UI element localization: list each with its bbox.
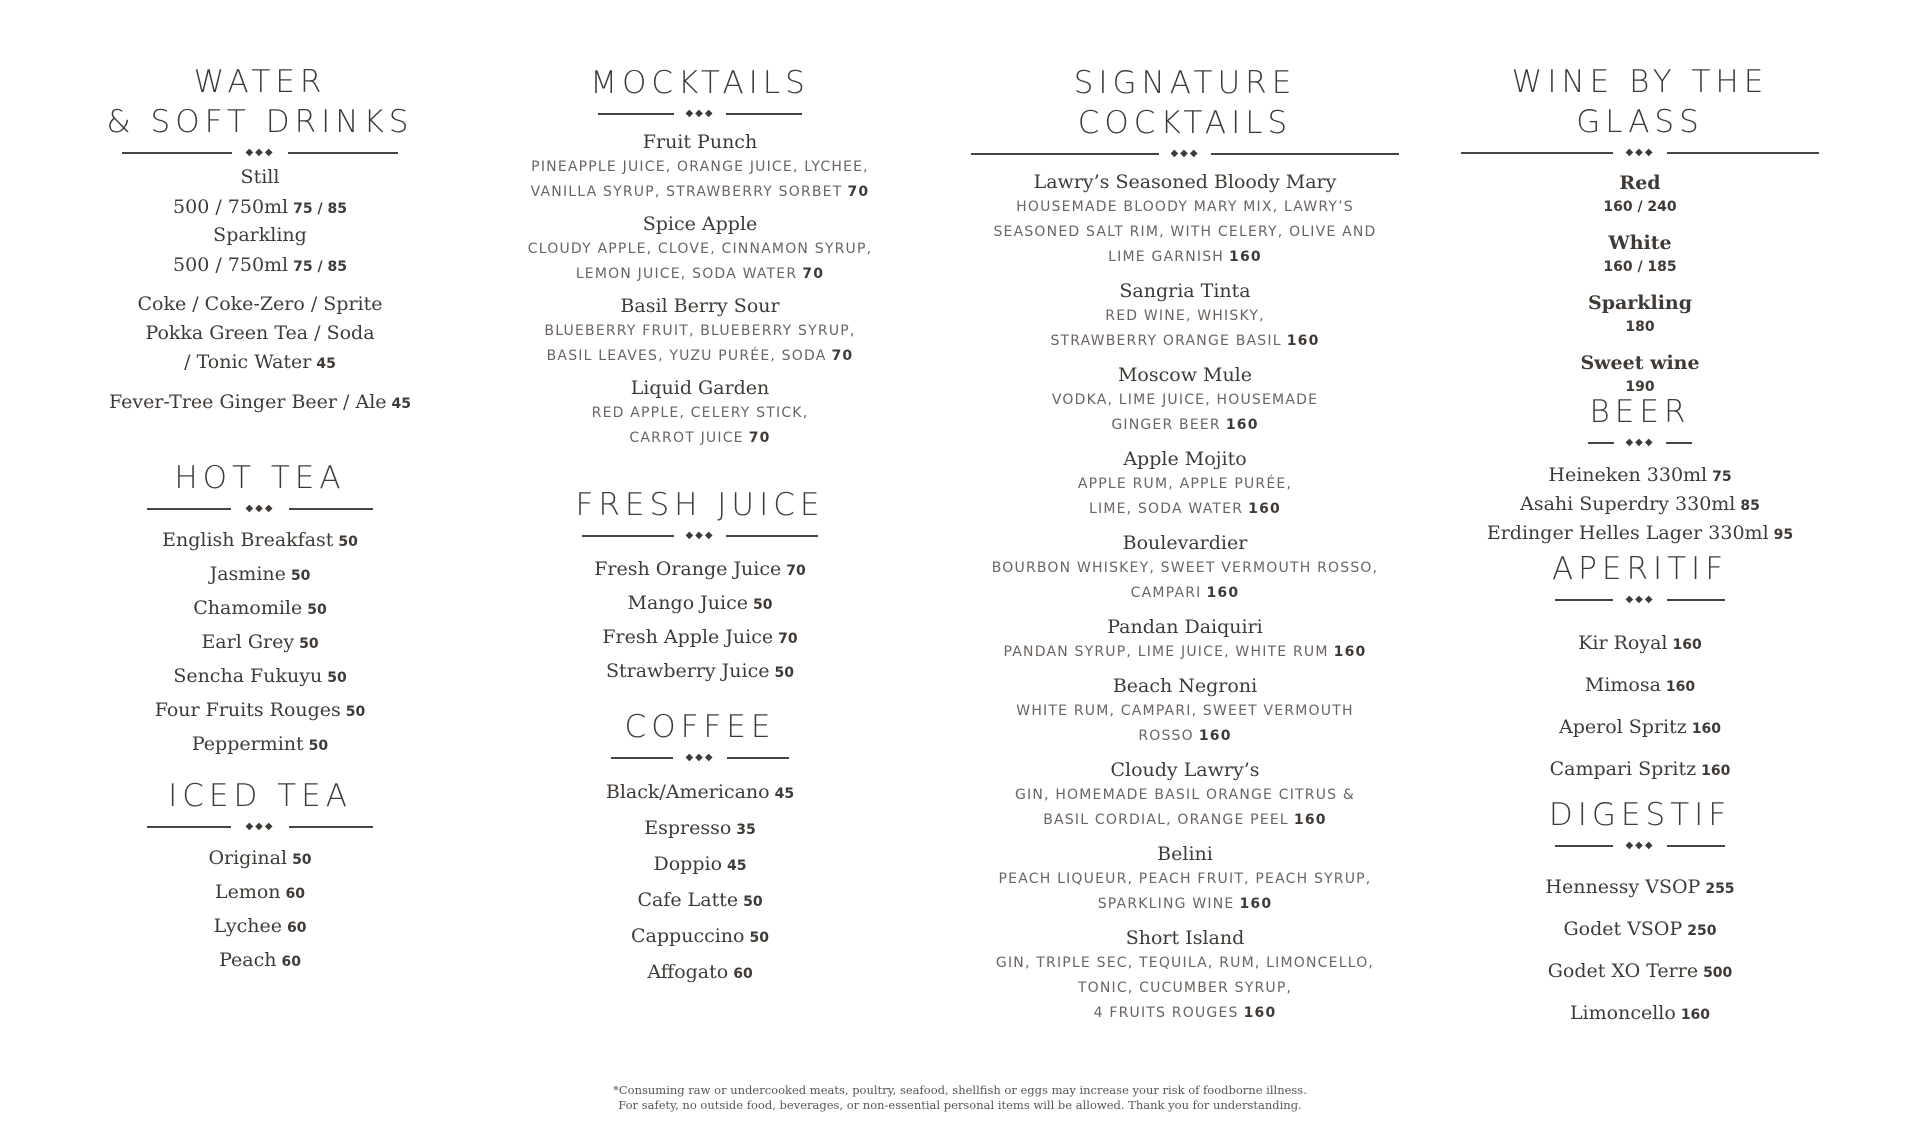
section-heading: ICED TEA [168,778,352,814]
menu-item-name: Sweet wine [1580,352,1700,374]
menu-item [1450,462,1830,491]
menu-item [500,883,900,919]
menu-item-price: 50 [749,930,769,946]
menu-item-price: 250 [1687,923,1717,939]
menu-item-price: 75 [1712,469,1732,485]
footnote-disclaimer [0,1083,1920,1113]
section-iced-tea [100,776,420,978]
menu-item [100,558,420,592]
menu-item-name: Moscow Mule [1117,364,1253,386]
menu-item-description-text: ROSSO [1138,728,1194,744]
diamond-ornament-icon: ◆◆◆ [245,147,275,158]
menu-item-name: Strawberry Juice [606,660,770,682]
ornament-divider [147,820,373,834]
section-mocktails [500,63,900,451]
menu-item-name: Belini [1157,843,1213,865]
menu-item-price: 50 [299,636,319,652]
menu-item [1450,665,1830,707]
menu-item-description [960,581,1410,606]
menu-item-name: Heineken 330ml [1548,464,1708,486]
section-digestif [1450,795,1830,1035]
menu-item-description: APPLE RUM, APPLE PURÉE, [1077,476,1293,492]
menu-item-price: 85 [1740,498,1760,514]
menu-item [960,614,1410,665]
column-3 [960,0,1410,1147]
menu-item-price: 50 [292,852,312,868]
menu-item-price: 95 [1773,527,1794,543]
menu-item [1450,491,1830,520]
menu-item-description [500,426,900,451]
footnote-line-2: For safety, no outside food, beverages, or non-essential personal items will be allowed. Thank you for understanding. [618,1098,1302,1112]
menu-item-name: Limoncello [1569,1002,1676,1024]
menu-item-price: 190 [1625,379,1655,395]
menu-item [100,389,420,417]
menu-item-name: Coke / Coke-Zero / Sprite [137,293,383,315]
menu-item-price: 45 [391,396,412,412]
section-beer [1450,392,1830,549]
footnote-line-1: *Consuming raw or undercooked meats, poultry, seafood, shellfish or eggs may increase your risk of foodborne illness. [613,1083,1307,1097]
menu-item-description: TONIC, CUCUMBER SYRUP, [1077,980,1293,996]
menu-item-name: Red [1619,172,1661,194]
menu-item-name: Mango Juice [627,592,748,614]
menu-item-description [960,245,1410,270]
menu-item-price: 160 / 240 [1603,199,1677,215]
menu-item-price: 160 [1229,249,1262,265]
ornament-divider [1555,593,1725,607]
menu-item-description: GIN, TRIPLE SEC, TEQUILA, RUM, LIMONCELLO, [995,955,1375,971]
menu-item [960,673,1410,749]
menu-item-name: English Breakfast [162,529,334,551]
menu-item [100,728,420,762]
ornament-divider [611,751,789,765]
menu-item-price: 50 [338,534,358,550]
menu-item [500,621,900,655]
menu-item-name: Sangria Tinta [1119,280,1251,302]
section-coffee [500,707,900,991]
menu-item-description: VODKA, LIME JUICE, HOUSEMADE [1051,392,1319,408]
menu-item [1450,290,1830,338]
menu-item-price: 160 [1248,501,1281,517]
menu-item-name: Godet XO Terre [1547,960,1699,982]
menu-item-description [960,329,1410,354]
section-heading: WINE BY THE GLASS [1511,64,1769,140]
menu-item-name: Hennessy VSOP [1545,876,1701,898]
menu-item [500,211,900,287]
menu-item-name-line3: / Tonic Water [184,351,312,373]
menu-item-description: RED APPLE, CELERY STICK, [591,405,809,421]
menu-item-price: 500 [1703,965,1733,981]
menu-item-name: Pandan Daiquiri [1107,616,1263,638]
menu-item [1450,867,1830,909]
menu-item [100,592,420,626]
menu-item-price: 160 [1198,728,1232,744]
menu-item-name: Chamomile [193,597,303,619]
ornament-divider [1461,146,1819,160]
menu-item-name: Cafe Latte [637,889,739,911]
menu-item-description-text: SPARKLING WINE [1097,896,1235,912]
menu-item-name: Pokka Green Tea / Soda [145,322,375,344]
menu-item-description: BOURBON WHISKEY, SWEET VERMOUTH ROSSO, [991,560,1379,576]
menu-item-name: Godet VSOP [1563,918,1683,940]
section-heading: HOT TEA [174,460,346,496]
menu-item-description-text: PANDAN SYRUP, LIME JUICE, WHITE RUM [1003,644,1329,660]
menu-item-price: 70 [831,348,854,364]
menu-item-description: PINEAPPLE JUICE, ORANGE JUICE, LYCHEE, [531,159,869,175]
menu-item-price: 60 [285,886,306,902]
diamond-ornament-icon: ◆◆◆ [685,108,715,119]
menu-item [1450,350,1830,398]
menu-item [100,524,420,558]
menu-item-description: GIN, HOMEMADE BASIL ORANGE CITRUS & [1014,787,1356,803]
menu-item-description: PEACH LIQUEUR, PEACH FRUIT, PEACH SYRUP, [998,871,1372,887]
menu-item [100,194,420,222]
ornament-divider [1588,436,1692,450]
menu-item-description [960,1001,1410,1026]
menu-item [100,944,420,978]
menu-item [960,446,1410,522]
menu-item-price: 70 [802,266,825,282]
menu-item [1450,951,1830,993]
section-heading: SIGNATURE COCKTAILS [1073,65,1297,141]
section-heading: COFFEE [624,709,776,745]
menu-item-description [960,413,1410,438]
section-fresh-juice [500,485,900,689]
menu-item-description-text: 4 FRUITS ROUGES [1093,1005,1239,1021]
menu-item-name: Apple Mojito [1123,448,1247,470]
menu-item [500,655,900,689]
menu-item [100,252,420,280]
menu-item-description: CLOUDY APPLE, CLOVE, CINNAMON SYRUP, [527,241,873,257]
menu-item [500,293,900,369]
section-signature-cocktails [960,63,1410,1026]
menu-item [1450,520,1830,549]
menu-item-description-text: CAMPARI [1130,585,1202,601]
menu-item-name: Four Fruits Rouges [154,699,341,721]
menu-item-description [960,808,1410,833]
menu-item-name: Cloudy Lawry’s [1110,759,1260,781]
menu-item [960,278,1410,354]
menu-item-price: 160 [1286,333,1320,349]
menu-item-name: Fresh Apple Juice [602,626,774,648]
menu-item-name: Peach [219,949,277,971]
menu-item-name: Erdinger Helles Lager 330ml [1486,522,1769,544]
menu-item-description-text: LEMON JUICE, SODA WATER [575,266,798,282]
menu-item [100,694,420,728]
section-heading: FRESH JUICE [575,487,825,523]
section-heading: DIGESTIF [1548,797,1732,833]
menu-item-price: 160 [1691,721,1721,737]
menu-item [100,626,420,660]
ornament-divider [147,502,373,516]
menu-item-price: 180 [1625,319,1655,335]
menu-item-description-text: VANILLA SYRUP, STRAWBERRY SORBET [530,184,843,200]
menu-item-price: 45 [727,858,747,874]
menu-item-name: Black/Americano [605,781,770,803]
menu-item-price: 160 [1701,763,1731,779]
menu-item-price: 50 [345,704,366,720]
menu-item-name: Aperol Spritz [1559,716,1687,738]
menu-item-price: 50 [753,597,773,613]
diamond-ornament-icon: ◆◆◆ [245,503,275,514]
menu-item-name: Beach Negroni [1112,675,1258,697]
menu-item-price: 45 [774,786,795,802]
menu-item-price: 45 [316,356,336,372]
menu-item-price: 70 [778,631,798,647]
menu-item-name: Kir Royal [1578,632,1668,654]
menu-item-description-text: STRAWBERRY ORANGE BASIL [1050,333,1282,349]
menu-item-name: Liquid Garden [630,377,770,399]
section-aperitif [1450,549,1830,791]
menu-item-name: Doppio [653,853,723,875]
menu-item-name: Espresso [644,817,732,839]
menu-item [500,587,900,621]
column-2 [500,0,900,1147]
menu-item-price: 35 [736,822,756,838]
menu-item-name: Jasmine [209,563,286,585]
menu-item-price: 70 [786,563,806,579]
menu-item-description-text: BASIL CORDIAL, ORANGE PEEL [1043,812,1289,828]
menu-item-price: 75 / 85 [293,201,347,217]
menu-item-price: 160 / 185 [1603,259,1677,275]
menu-item-description: BLUEBERRY FRUIT, BLUEBERRY SYRUP, [544,323,856,339]
menu-item-description-text: BASIL LEAVES, YUZU PURÉE, SODA [546,348,827,364]
diamond-ornament-icon: ◆◆◆ [245,821,275,832]
menu-item-name: Basil Berry Sour [620,295,780,317]
menu-item [1450,993,1830,1035]
menu-item-name: Still [240,166,280,188]
menu-item-price: 50 [290,568,311,584]
menu-item-price: 160 [1672,637,1702,653]
menu-item-price: 160 [1333,644,1367,660]
menu-item-description: HOUSEMADE BLOODY MARY MIX, LAWRY’S [1016,199,1354,215]
section-hot-tea [100,458,420,762]
menu-item [960,925,1410,1026]
menu-item-name: Asahi Superdry 330ml [1520,493,1736,515]
menu-item [100,876,420,910]
menu-item [100,910,420,944]
menu-item-price: 60 [281,954,301,970]
menu-item-price: 160 [1243,1005,1277,1021]
menu-item-price: 255 [1705,881,1735,897]
menu-item-description-text: GINGER BEER [1111,417,1221,433]
menu-item [100,290,420,379]
menu-item [500,129,900,205]
ornament-divider [1555,839,1725,853]
menu-item [500,553,900,587]
menu-item-name: Peppermint [191,733,304,755]
menu-item [500,375,900,451]
menu-item-price: 50 [327,670,347,686]
menu-item-price: 50 [774,665,794,681]
menu-item-name: Fresh Orange Juice [594,558,782,580]
menu-item-description: WHITE RUM, CAMPARI, SWEET VERMOUTH [1016,703,1354,719]
menu-item-name: Sparkling [1587,292,1693,314]
menu-item-price: 70 [847,184,870,200]
menu-item-description [960,640,1410,665]
menu-item [960,362,1410,438]
ornament-divider [598,107,802,121]
menu-item-price: 160 [1680,1007,1711,1023]
menu-item-name: Fever-Tree Ginger Beer / Ale [108,391,387,413]
menu-item-price: 160 [1239,896,1273,912]
menu-item-description: SEASONED SALT RIM, WITH CELERY, OLIVE AND [993,224,1377,240]
menu-item-name: Fruit Punch [642,131,758,153]
menu-item-price: 60 [733,966,753,982]
menu-item-description: RED WINE, WHISKY, [1105,308,1265,324]
menu-item-name: Sparkling [213,224,307,246]
menu-item [1450,623,1830,665]
section-heading: BEER [1589,394,1691,430]
menu-item-description-text: LIME GARNISH [1108,249,1225,265]
menu-item-description-text: LIME, SODA WATER [1089,501,1244,517]
menu-item [1450,707,1830,749]
menu-item-name: Boulevardier [1122,532,1248,554]
diamond-ornament-icon: ◆◆◆ [1625,147,1655,158]
menu-item-description [960,724,1410,749]
menu-item [500,775,900,811]
menu-item-name: Lemon [214,881,281,903]
menu-item-name: Spice Apple [642,213,758,235]
ornament-divider [122,146,398,160]
menu-item-price: 75 / 85 [293,259,347,275]
ornament-divider [582,529,818,543]
section-heading: APERITIF [1551,551,1729,587]
menu-item [500,919,900,955]
diamond-ornament-icon: ◆◆◆ [685,530,715,541]
menu-item [100,660,420,694]
menu-item [100,842,420,876]
menu-item-description [500,344,900,369]
section-wine-by-the-glass [1450,62,1830,398]
menu-item-name: White [1608,232,1672,254]
menu-item-size: 500 / 750ml [173,254,289,276]
diamond-ornament-icon: ◆◆◆ [1625,840,1655,851]
section-heading-line2: & SOFT DRINKS [106,104,414,140]
menu-item [500,955,900,991]
menu-item-price: 50 [743,894,763,910]
menu-item-price: 60 [286,920,307,936]
menu-item [500,811,900,847]
menu-item-name: Lychee [213,915,282,937]
diamond-ornament-icon: ◆◆◆ [1170,148,1200,159]
menu-item-name: Affogato [647,961,729,983]
menu-item [960,841,1410,917]
menu-item-price: 160 [1225,417,1259,433]
menu-item-name [100,348,420,379]
section-heading: MOCKTAILS [590,65,810,101]
menu-item-name: Sencha Fukuyu [173,665,323,687]
menu-item [500,847,900,883]
menu-item [960,530,1410,606]
menu-item-size: 500 / 750ml [173,196,289,218]
column-1 [100,0,420,1147]
menu-item [960,757,1410,833]
menu-item-name: Campari Spritz [1549,758,1697,780]
menu-item [1450,909,1830,951]
menu-item-description [500,180,900,205]
section-water-soft-drinks [100,62,420,417]
menu-item-name: Cappuccino [631,925,745,947]
menu-item-name: Original [208,847,288,869]
menu-item-description [500,262,900,287]
menu-item-description [960,497,1410,522]
diamond-ornament-icon: ◆◆◆ [1625,437,1655,448]
menu-item-price: 160 [1206,585,1240,601]
menu-item-price: 50 [308,738,329,754]
menu-item [1450,230,1830,278]
column-4 [1450,0,1830,1147]
menu-item-name: Earl Grey [201,631,295,653]
menu-item-description-text: CARROT JUICE [629,430,744,446]
menu-item [1450,170,1830,218]
menu-item-description [960,892,1410,917]
menu-item [1450,749,1830,791]
menu-item-price: 160 [1293,812,1327,828]
menu-item-name: Short Island [1125,927,1245,949]
section-heading: WATER [193,64,327,100]
menu-item [960,169,1410,270]
menu-item-price: 70 [748,430,771,446]
menu-item-name: Lawry’s Seasoned Bloody Mary [1033,171,1337,193]
diamond-ornament-icon: ◆◆◆ [685,752,715,763]
menu-item-name: Mimosa [1584,674,1661,696]
ornament-divider [971,147,1399,161]
menu-item-price: 160 [1665,679,1696,695]
menu-item-price: 50 [307,602,327,618]
diamond-ornament-icon: ◆◆◆ [1625,594,1655,605]
